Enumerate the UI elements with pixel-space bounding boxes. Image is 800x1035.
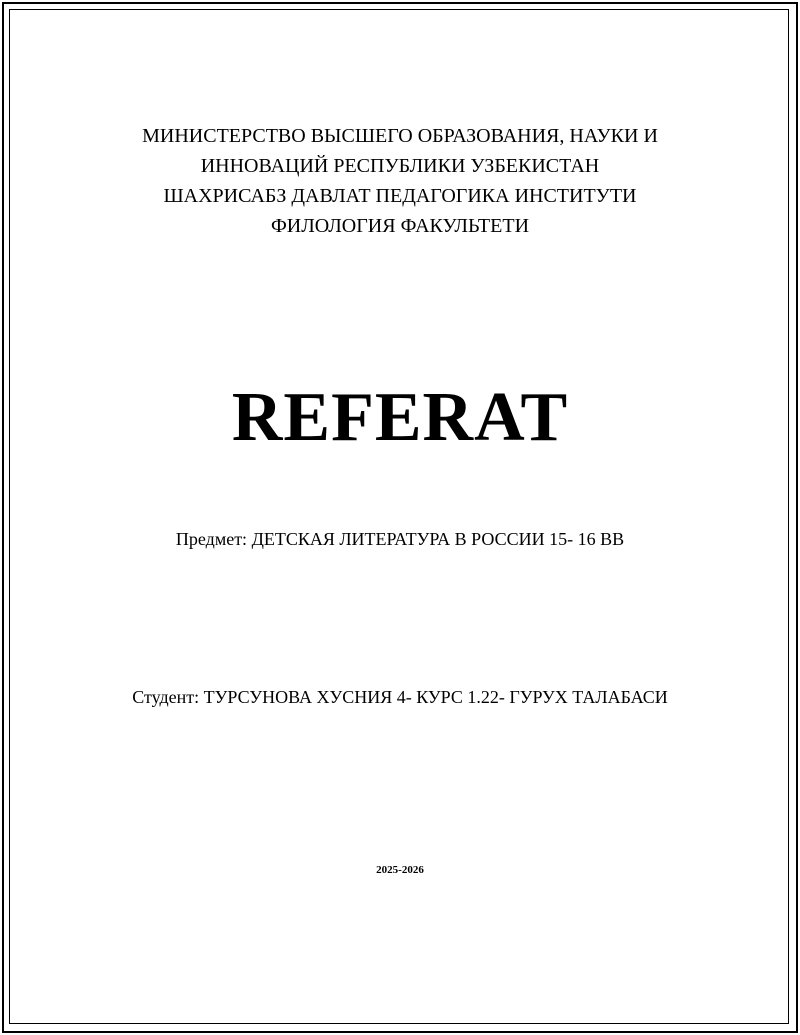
subject-line: Предмет: ДЕТСКАЯ ЛИТЕРАТУРА В РОССИИ 15- 16 ВВ — [175, 529, 625, 549]
header-line-faculty: ФИЛОЛОГИЯ ФАКУЛЬТЕТИ — [270, 215, 530, 237]
header-line-ministry: МИНИСТЕРСТВО ВЫСШЕГО ОБРАЗОВАНИЯ, НАУКИ И — [142, 125, 658, 147]
academic-year: 2025-2026 — [376, 864, 424, 876]
institution-header — [0, 121, 800, 241]
student-line: Студент: ТУРСУНОВА ХУСНИЯ 4- КУРС 1.22- ГУРУХ ТАЛАБАСИ — [132, 687, 668, 707]
header-line-institute: ШАХРИСАБЗ ДАВЛАТ ПЕДАГОГИКА ИНСТИТУТИ — [163, 185, 637, 207]
header-line-innovations: ИННОВАЦИЙ РЕСПУБЛИКИ УЗБЕКИСТАН — [200, 155, 600, 177]
document-title: REFERAT — [231, 379, 569, 456]
